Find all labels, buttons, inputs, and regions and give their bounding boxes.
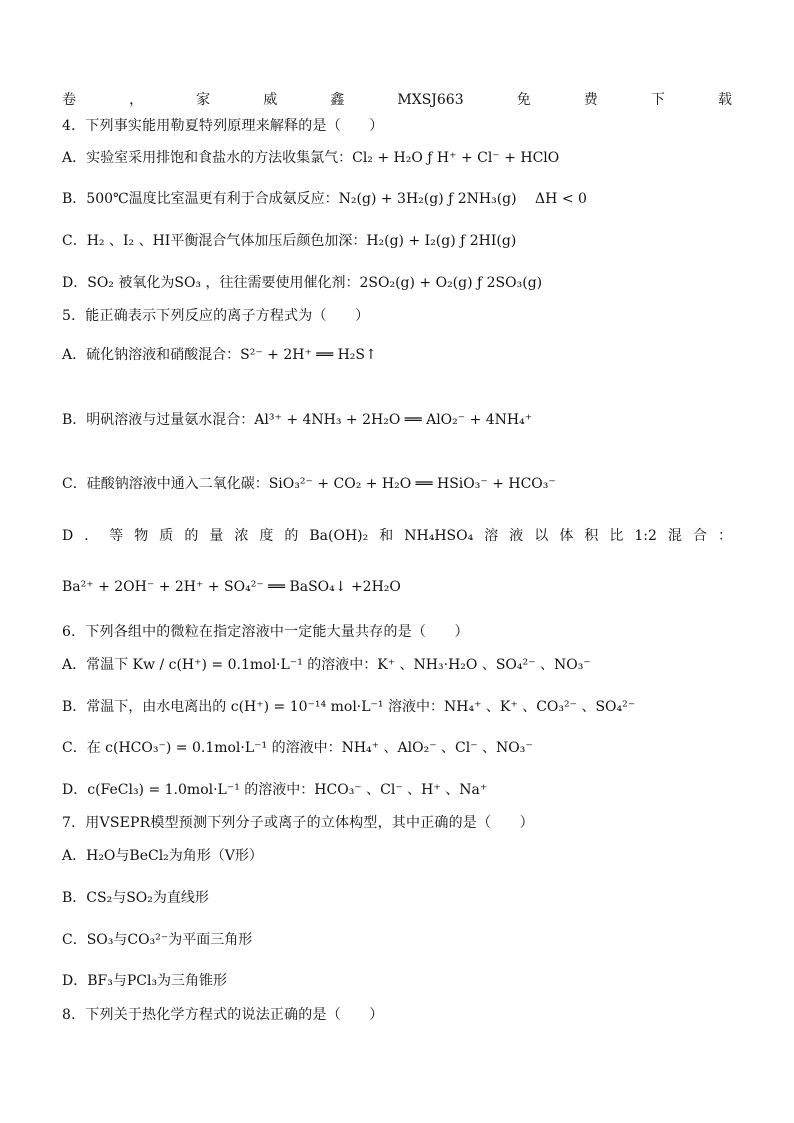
q5-option-a: A．硫化钠溶液和硝酸混合：S²⁻ + 2H⁺ ══ H₂S↑ bbox=[62, 347, 377, 363]
q5-d-token: 比 bbox=[609, 528, 624, 544]
q5-d-token: NH₄HSO₄ bbox=[404, 528, 474, 544]
header-token: 费 bbox=[583, 92, 598, 108]
q7-option-c: C．SO₃与CO₃²⁻为平面三角形 bbox=[62, 932, 253, 948]
q5-d-token: D bbox=[62, 528, 74, 544]
q5-d-token: 和 bbox=[379, 528, 394, 544]
q5-d-token: Ba(OH)₂ bbox=[309, 528, 369, 544]
q4-option-d: D．SO₂ 被氧化为SO₃ ，往往需要使用催化剂：2SO₂(g) + O₂(g) ƒ 2SO₃(g) bbox=[62, 275, 543, 291]
header-token: 免 bbox=[516, 92, 531, 108]
q6-option-b: B．常温下，由水电离出的 c(H⁺) = 10⁻¹⁴ mol·L⁻¹ 溶液中：NH₄⁺ 、K⁺ 、CO₃²⁻ 、SO₄²⁻ bbox=[62, 699, 636, 715]
header-token: 家 bbox=[196, 92, 211, 108]
q5-stem: 5．能正确表示下列反应的离子方程式为（ ） bbox=[62, 308, 370, 324]
header-token: ， bbox=[129, 92, 144, 108]
q5-d-token: 量 bbox=[209, 528, 224, 544]
q5-option-c: C．硅酸钠溶液中通入二氧化碳：SiO₃²⁻ + CO₂ + H₂O ══ HSiO₃⁻ + HCO₃⁻ bbox=[62, 476, 556, 492]
q5-d-token: ． bbox=[84, 528, 99, 544]
q6-stem: 6．下列各组中的微粒在指定溶液中一定能大量共存的是（ ） bbox=[62, 624, 469, 640]
q5-d-token: 浓 bbox=[234, 528, 249, 544]
q5-d-token: 体 bbox=[559, 528, 574, 544]
q5-d-token: ： bbox=[717, 528, 732, 544]
q6-option-a: A．常温下 Kw / c(H⁺) = 0.1mol·L⁻¹ 的溶液中：K⁺ 、NH₃·H₂O 、SO₄²⁻ 、NO₃⁻ bbox=[62, 657, 591, 673]
q7-option-a: A．H₂O与BeCl₂为角形（V形） bbox=[62, 848, 263, 864]
q5-d-token: 合 bbox=[692, 528, 707, 544]
q5-d-token: 的 bbox=[284, 528, 299, 544]
q5-d-token: 溶 bbox=[484, 528, 499, 544]
q4-option-b: B．500℃温度比室温更有利于合成氨反应：N₂(g) + 3H₂(g) ƒ 2NH₃(g) ΔH < 0 bbox=[62, 191, 587, 207]
q7-stem: 7．用VSEPR模型预测下列分子或离子的立体构型，其中正确的是（ ） bbox=[62, 815, 534, 831]
q7-option-b: B．CS₂与SO₂为直线形 bbox=[62, 890, 209, 906]
q5-d-token: 度 bbox=[259, 528, 274, 544]
q5-d-token: 1:2 bbox=[634, 528, 657, 544]
q8-stem: 8．下列关于热化学方程式的说法正确的是（ ） bbox=[62, 1007, 384, 1023]
q4-option-c: C．H₂ 、I₂ 、HI平衡混合气体加压后颜色加深：H₂(g) + I₂(g) ƒ 2HI(g) bbox=[62, 233, 517, 249]
header-token: 威 bbox=[263, 92, 278, 108]
header-token: 载 bbox=[717, 92, 732, 108]
q7-option-d: D．BF₃与PCl₃为三角锥形 bbox=[62, 973, 228, 989]
q5-d-token: 积 bbox=[584, 528, 599, 544]
page-header-watermark bbox=[62, 91, 732, 109]
q5-option-b: B．明矾溶液与过量氨水混合：Al³⁺ + 4NH₃ + 2H₂O ══ AlO₂⁻ + 4NH₄⁺ bbox=[62, 412, 533, 428]
header-token: 鑫 bbox=[330, 92, 345, 108]
q5-d-token: 的 bbox=[184, 528, 199, 544]
q5-d-token: 以 bbox=[534, 528, 549, 544]
q4-stem: 4．下列事实能用勒夏特列原理来解释的是（ ） bbox=[62, 118, 384, 134]
q5-d-token: 质 bbox=[159, 528, 174, 544]
header-token: MXSJ663 bbox=[397, 92, 464, 108]
q6-option-c: C．在 c(HCO₃⁻) = 0.1mol·L⁻¹ 的溶液中：NH₄⁺ 、AlO₂⁻ 、Cl⁻ 、NO₃⁻ bbox=[62, 740, 533, 756]
header-token: 卷 bbox=[62, 92, 76, 108]
q5-d-token: 物 bbox=[134, 528, 149, 544]
header-token: 下 bbox=[650, 92, 665, 108]
q6-option-d: D．c(FeCl₃) = 1.0mol·L⁻¹ 的溶液中：HCO₃⁻ 、Cl⁻ 、H⁺ 、Na⁺ bbox=[62, 782, 488, 798]
q5-d-token: 液 bbox=[509, 528, 524, 544]
q5-option-d-equation: Ba²⁺ + 2OH⁻ + 2H⁺ + SO₄²⁻ ══ BaSO₄↓ +2H₂O bbox=[62, 579, 401, 595]
q5-d-token: 混 bbox=[667, 528, 682, 544]
q5-d-token: 等 bbox=[109, 528, 124, 544]
q5-option-d-text bbox=[62, 526, 732, 546]
q4-option-a: A．实验室采用排饱和食盐水的方法收集氯气：Cl₂ + H₂O ƒ H⁺ + Cl⁻ + HClO bbox=[62, 150, 560, 166]
